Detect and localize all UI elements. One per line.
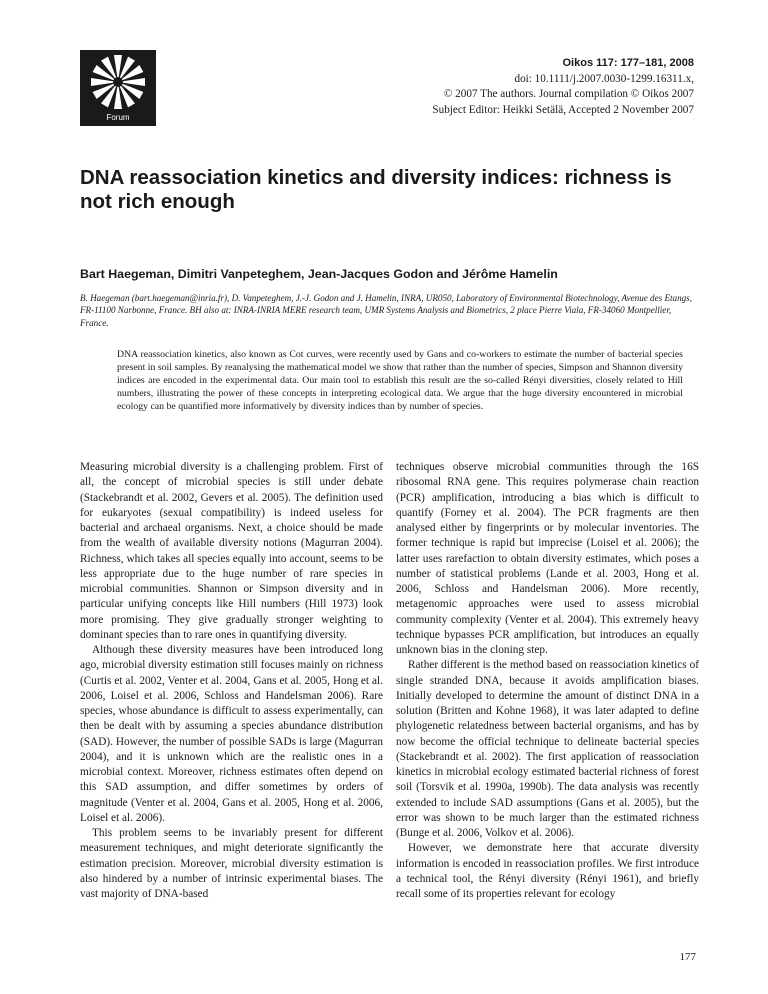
abstract: DNA reassociation kinetics, also known as Cot curves, were recently used by Gans and co-workers to estimate the number of bacterial species present in soil samples. By reanalysing the mathematical model we show that rather than the number of species, Simpson and Shannon diversity indices are encoded in the experimental data. Our main tool to establish this result are the so-called Rényi diversities, closely related to Hill numbers, illustrating the power of these concepts in interpreting ecological data. We argue that the huge diversity encountered in microbial ecology can be quantified more informatively by diversity indices than by number of species. [117, 349, 683, 412]
copyright: © 2007 The authors. Journal compilation © Oikos 2007 [443, 88, 694, 100]
page-number: 177 [679, 951, 696, 963]
paragraph: Although these diversity measures have been introduced long ago, microbial diversity estimation still focuses mainly on richness (Curtis et al. 2002, Venter et al. 2004, Gans et al. 2005, Hong et al. 2006, Loisel et al. 2006, Schloss and Handelsman 2006). Rare species, whose abundance is difficult to assess experimentally, can then be dealt with by assuming a species abundance distribution (SAD). However, the number of possible SADs is large (Magurran 2004), and it is unknown which are the realistic ones in a microbial context. Moreover, richness estimates often depend on this SAD assumption, and differ sometimes by orders of magnitude (Venter et al. 2004, Gans et al. 2005, Hong et al. 2006, Loisel et al. 2006). [80, 644, 383, 824]
author-list: Bart Haegeman, Dimitri Vanpeteghem, Jean-Jacques Godon and Jérôme Hamelin [80, 267, 558, 281]
forum-pinwheel-icon [80, 50, 156, 114]
journal-logo [80, 50, 156, 126]
body-column-left [80, 460, 383, 902]
article-title: DNA reassociation kinetics and diversity indices: richness is not rich enough [80, 166, 672, 213]
paragraph: However, we demonstrate here that accurate diversity information is encoded in reassociation profiles. We first introduce a technical tool, the Rényi diversity (Rényi 1961), and briefly recall some of its properties relevant for ecology [396, 842, 699, 900]
doi: doi: 10.1111/j.2007.0030-1299.16311.x, [514, 72, 694, 85]
journal-citation: Oikos 117: 177–181, 2008 [562, 57, 694, 69]
affiliations: B. Haegeman (bart.haegeman@inria.fr), D. Vanpeteghem, J.-J. Godon and J. Hamelin, INRA, UR050, Laboratory of Environmental Biotechnology, Avenue des Etangs, FR-11100 Narbonne, France. BH also at: INRA-INRIA MERE research team, UMR Systems Analysis and Biometrics, 2 place Pierre Viala, FR-34060 Montpellier, France. [80, 293, 692, 328]
subject-editor: Subject Editor: Heikki Setälä, Accepted 2 November 2007 [432, 103, 694, 116]
forum-label: Forum [106, 113, 130, 122]
paragraph: Measuring microbial diversity is a challenging problem. First of all, the concept of microbial species is still under debate (Stackebrandt et al. 2002, Gevers et al. 2005). The definition used for eukaryotes (sexual compatibility) is indeed useless for bacterial and archaeal organisms. Next, a choice should be made from the wealth of available diversity notions (Magurran 2004). Richness, which takes all species equally into account, seems to be less appropriate due to the huge number of rare species in microbial communities. Shannon or Simpson diversity and in particular unifying concepts like Hill numbers (Hill 1973) look more promising. They give gradually stronger weighting to dominant species than to rare ones in quantifying diversity. [80, 461, 383, 641]
body-column-right [396, 460, 699, 902]
paragraph: techniques observe microbial communities through the 16S ribosomal RNA gene. This requires polymerase chain reaction (PCR) amplification, introducing a bias which is difficult to quantify (Forney et al. 2004). The PCR fragments are then analysed either by fingerprints or by molecular inventories. The former technique is rapid but imprecise (Loisel et al. 2006); the latter uses rarefaction to obtain diversity estimates, which poses a number of statistical problems (Lande et al. 2003, Hong et al. 2006, Schloss and Handelsman 2006). More recently, metagenomic approaches were used to assess microbial community complexity (Venter et al. 2004). This extremely heavy technique bypasses PCR amplification, but introduces an equally unknown bias in the cloning step. [396, 461, 699, 656]
article-metadata [314, 56, 694, 118]
paragraph: This problem seems to be invariably present for different measurement techniques, and might deteriorate significantly the estimation precision. Moreover, microbial diversity estimation is also hindered by a number of intrinsic experimental biases. The vast majority of DNA-based [80, 827, 383, 900]
paragraph: Rather different is the method based on reassociation kinetics of single stranded DNA, because it avoids amplification biases. Initially developed to determine the amount of distinct DNA in a solution (Britten and Kohne 1968), it was later adapted to define phylogenetic relatedness between bacterial organisms, and has by now become the official technique to delineate bacterial species (Stackebrandt et al. 2002). The first application of reassociation kinetics in microbial ecology estimated bacterial richness of forest soil (Torsvik et al. 1990a, 1990b). The data analysis was recently extended to include SAD assumptions (Gans et al. 2005), but the error was shown to be much larger than the estimated richness (Bunge et al. 2006, Volkov et al. 2006). [396, 659, 699, 839]
